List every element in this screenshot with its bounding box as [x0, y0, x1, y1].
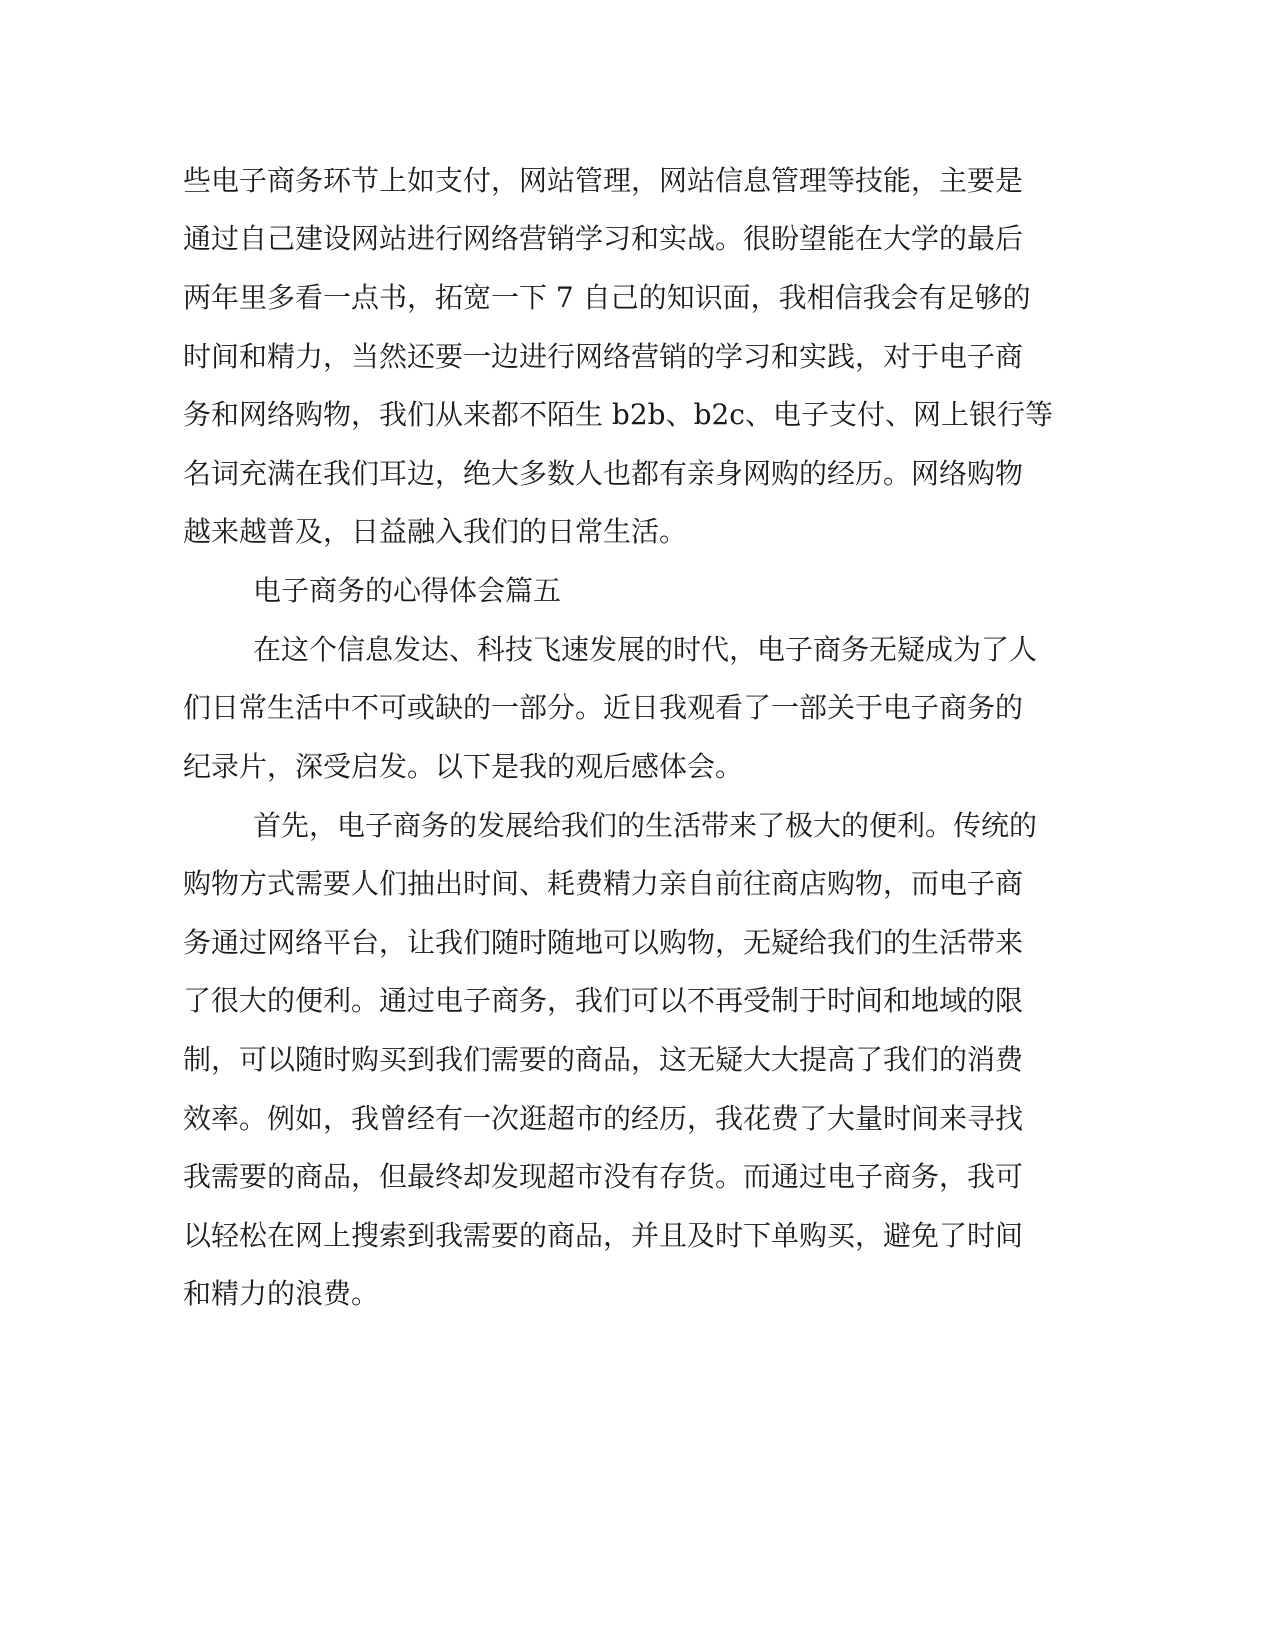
text-line: 购物方式需要人们抽出时间、耗费精力亲自前往商店购物，而电子商: [183, 867, 1024, 900]
text-line: 在这个信息发达、科技飞速发展的时代，电子商务无疑成为了人: [253, 633, 1038, 666]
text-line: 通过自己建设网站进行网络营销学习和实战。很盼望能在大学的最后: [183, 222, 1024, 255]
text-line: 我需要的商品，但最终却发现超市没有存货。而通过电子商务，我可: [183, 1160, 1024, 1193]
text-line: 了很大的便利。通过电子商务，我们可以不再受制于时间和地域的限: [183, 984, 1024, 1017]
text-line: 越来越普及，日益融入我们的日常生活。: [183, 515, 688, 548]
text-line: 名词充满在我们耳边，绝大多数人也都有亲身网购的经历。网络购物: [183, 457, 1024, 490]
text-line: 务通过网络平台，让我们随时随地可以购物，无疑给我们的生活带来: [183, 926, 1024, 959]
text-line: 以轻松在网上搜索到我需要的商品，并且及时下单购买，避免了时间: [183, 1219, 1024, 1252]
text-line: 些电子商务环节上如支付，网站管理，网站信息管理等技能，主要是: [183, 164, 1024, 197]
text-line: 两年里多看一点书，拓宽一下 7 自己的知识面，我相信我会有足够的: [183, 281, 1031, 314]
text-line: 时间和精力，当然还要一边进行网络营销的学习和实践，对于电子商: [183, 340, 1024, 373]
text-line: 效率。例如，我曾经有一次逛超市的经历，我花费了大量时间来寻找: [183, 1102, 1024, 1135]
text-line: 务和网络购物，我们从来都不陌生 b2b、b2c、电子支付、网上银行等: [183, 398, 1053, 431]
text-line: 和精力的浪费。: [183, 1277, 380, 1310]
text-line: 们日常生活中不可或缺的一部分。近日我观看了一部关于电子商务的: [183, 691, 1024, 724]
text-line: 纪录片，深受启发。以下是我的观后感体会。: [183, 750, 744, 783]
section-heading: 电子商务的心得体会篇五: [253, 574, 562, 607]
text-line: 首先，电子商务的发展给我们的生活带来了极大的便利。传统的: [253, 809, 1038, 842]
text-line: 制，可以随时购买到我们需要的商品，这无疑大大提高了我们的消费: [183, 1043, 1024, 1076]
